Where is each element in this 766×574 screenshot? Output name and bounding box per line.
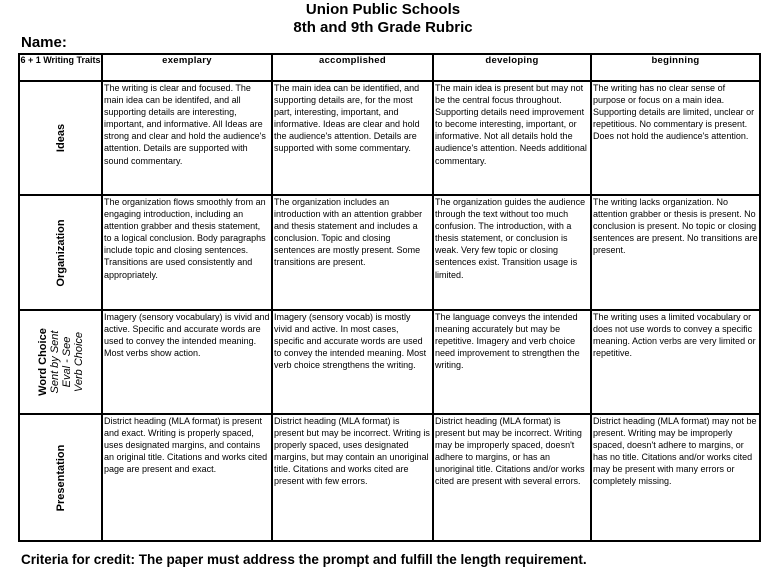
header-row	[19, 54, 760, 81]
school-title: Union Public Schools	[305, 1, 461, 18]
table-row	[19, 81, 760, 195]
rubric-title: 8th and 9th Grade Rubric	[293, 19, 473, 36]
column-header-accomplished: accomplished	[272, 54, 433, 81]
rubric-cell: The writing has no clear sense of purpose or focus on a main idea. Supporting details are limited, unclear or repetitious. No commentary is present. Does not hold the audience's attention.	[591, 81, 760, 195]
trait-label: Presentation	[54, 444, 67, 511]
rubric-cell: The organization guides the audience through the text without too much confusion. The introduction, with a thesis statement, or conclusion is weak. Very few topic or closing sentences exist. Transition usage is limited.	[433, 195, 591, 310]
rubric-cell: The writing lacks organization. No attention grabber or thesis is present. No conclusion is present. No topic or closing sentences are present. No transitions are present.	[591, 195, 760, 310]
trait-organization	[19, 195, 102, 310]
table-row	[19, 310, 760, 414]
table-row	[19, 195, 760, 310]
rubric-cell: The language conveys the intended meaning accurately but may be repetitive. Imagery and verb choice need improvement to strengthen the writing.	[433, 310, 591, 414]
column-header-beginning: beginning	[591, 54, 760, 81]
rubric-cell: The organization includes an introduction with an attention grabber and thesis statement and includes a conclusion. Topic and closing sentences are mostly present. Some transitions are present.	[272, 195, 433, 310]
column-header-exemplary: exemplary	[102, 54, 272, 81]
rubric-cell: The main idea can be identified, and supporting details are, for the most part, interesting, important, and informative. Ideas are clear and hold the audience's attention. Details are supported with some commentary.	[272, 81, 433, 195]
trait-sublabel: Verb Choice	[72, 331, 85, 393]
trait-sublabel: Eval - See	[60, 336, 73, 388]
rubric-cell: District heading (MLA format) may not be present. Writing may be improperly spaced, doesn't adhere to margins, or has no title. Citations and/or works cited may be present with many errors or completely missing.	[591, 414, 760, 541]
trait-presentation	[19, 414, 102, 541]
rubric-cell: The writing uses a limited vocabulary or does not use words to convey a specific meaning. Action verbs are very limited or repetitive.	[591, 310, 760, 414]
rubric-table	[18, 53, 761, 542]
corner-header: 6 + 1 Writing Traits	[19, 54, 102, 81]
rubric-cell: District heading (MLA format) is present but may be incorrect. Writing may be improperly spaced, doesn't adhere to margins, or has an unoriginal title. Citations and/or works cited are present with several errors.	[433, 414, 591, 541]
trait-label: Organization	[54, 218, 67, 287]
rubric-cell: District heading (MLA format) is present but may be incorrect. Writing is properly spaced, uses designated margins, but may contain an unoriginal title. Citations and works cited are present with few errors.	[272, 414, 433, 541]
rubric-cell: The writing is clear and focused. The main idea can be identifed, and all supporting details are interesting, important, and informative. All Ideas are strong and clear and hold the audience's attention. Details are supported with sound commentary.	[102, 81, 272, 195]
rubric-cell: Imagery (sensory vocabulary) is vivid and active. Specific and accurate words are used to convey the intended meaning. Most verbs show action.	[102, 310, 272, 414]
rubric-cell: District heading (MLA format) is present and exact. Writing is properly spaced, uses designated margins, and contains an original title. Citations and works cited page are present and exact.	[102, 414, 272, 541]
rubric-cell: The organization flows smoothly from an engaging introduction, including an attention grabber and thesis statement, to a logical conclusion. Body paragraphs include topic and closing sentences. Transitions are used consistently and appropriately.	[102, 195, 272, 310]
trait-label: Word Choice	[36, 328, 49, 396]
trait-ideas	[19, 81, 102, 195]
trait-word-choice	[19, 310, 102, 414]
name-label: Name:	[21, 34, 67, 51]
trait-sublabel: Sent by Sent	[48, 330, 61, 394]
table-row	[19, 414, 760, 541]
column-header-developing: developing	[433, 54, 591, 81]
criteria-note: Criteria for credit: The paper must address the prompt and fulfill the length requirement.	[21, 552, 587, 567]
rubric-cell: The main idea is present but may not be the central focus throughout. Supporting details need improvement to become interesting, important, or informative. Not all details hold the audience's attention. Needs additional commentary.	[433, 81, 591, 195]
trait-label: Ideas	[54, 123, 67, 153]
rubric-cell: Imagery (sensory vocab) is mostly vivid and active. In most cases, specific and accurate words are used to convey the intended meaning. Most verb choice strengthens the writing.	[272, 310, 433, 414]
